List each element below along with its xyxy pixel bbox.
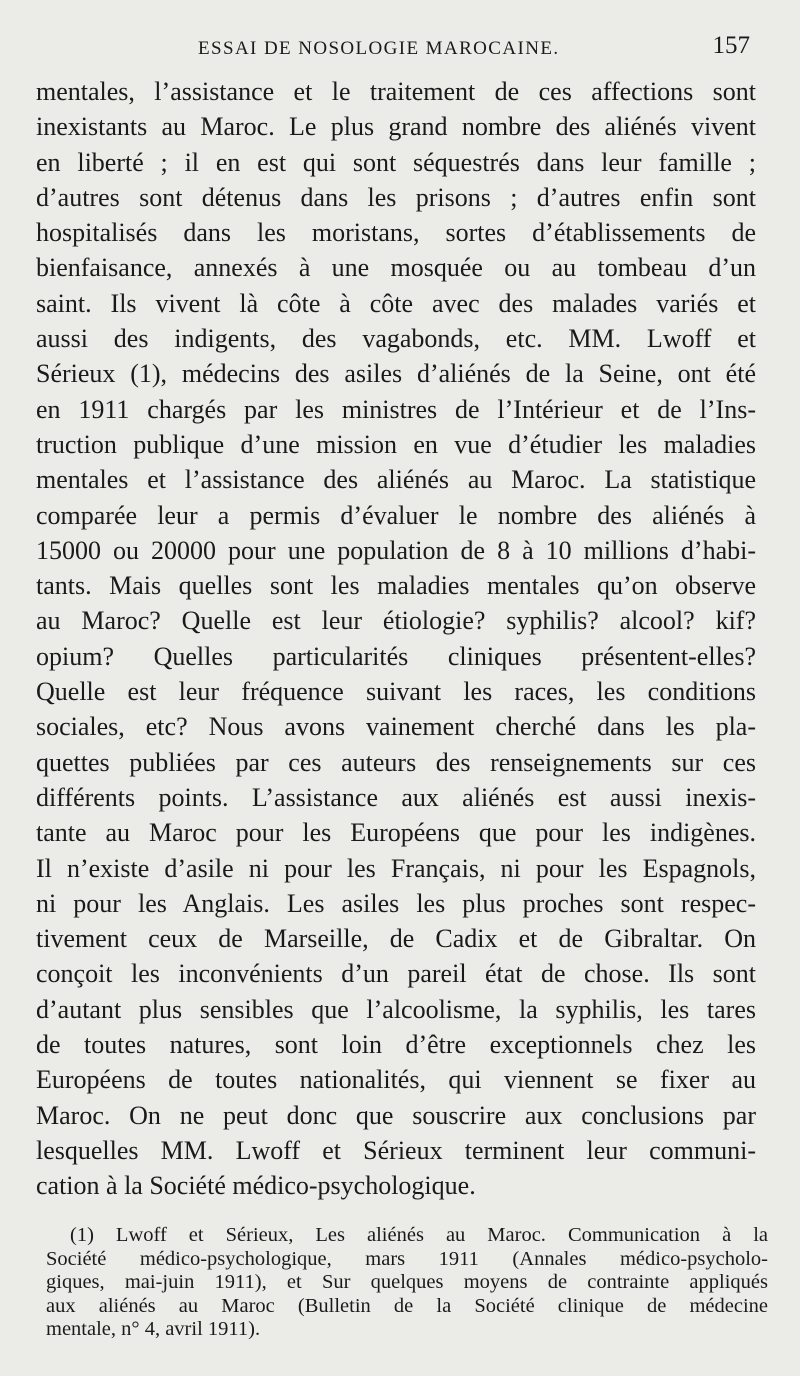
text-line: au Maroc? Quelle est leur étiologie? syphilis? alcool? kif? bbox=[36, 606, 756, 636]
text-line: mentales, l’assistance et le traitement de ces affections sont bbox=[36, 77, 756, 106]
text-line: d’autres sont détenus dans les prisons ; d’autres enfin sont bbox=[36, 182, 756, 212]
text-line: mentales et l’assistance des aliénés au Maroc. La statistique bbox=[36, 465, 756, 495]
text-line: inexistants au Maroc. Le plus grand nombre des aliénés vivent bbox=[36, 112, 756, 142]
text-line: de toutes natures, sont loin d’être exceptionnels chez les bbox=[36, 1030, 756, 1060]
text-line: conçoit les inconvénients d’un pareil état de chose. Ils sont bbox=[36, 959, 756, 989]
text-line: en liberté ; il en est qui sont séquestrés dans leur famille ; bbox=[36, 147, 756, 177]
page-header bbox=[36, 32, 756, 62]
footnote-line: Société médico-psychologique, mars 1911 (Annales médico-psycholo- bbox=[46, 1247, 768, 1270]
text-line: cation à la Société médico-psychologique. bbox=[36, 1171, 476, 1201]
text-line: saint. Ils vivent là côte à côte avec des malades variés et bbox=[36, 288, 756, 318]
text-line: tante au Maroc pour les Européens que pour les indigènes. bbox=[36, 818, 756, 848]
text-line: comparée leur a permis d’évaluer le nombre des aliénés à bbox=[36, 500, 756, 530]
text-line: tivement ceux de Marseille, de Cadix et de Gibraltar. On bbox=[36, 924, 756, 954]
text-line: Sérieux (1), médecins des asiles d’aliénés de la Seine, ont été bbox=[36, 359, 756, 389]
footnote-line: (1) Lwoff et Sérieux, Les aliénés au Maroc. Communication à la bbox=[70, 1224, 768, 1246]
body-paragraph bbox=[36, 74, 756, 1204]
text-line: aussi des indigents, des vagabonds, etc. MM. Lwoff et bbox=[36, 324, 756, 354]
text-line: sociales, etc? Nous avons vainement cherché dans les pla- bbox=[36, 712, 756, 742]
text-line: ni pour les Anglais. Les asiles les plus proches sont respec- bbox=[36, 888, 756, 918]
text-line: 15000 ou 20000 pour une population de 8 à 10 millions d’habi- bbox=[36, 535, 756, 565]
text-line: truction publique d’une mission en vue d’étudier les maladies bbox=[36, 429, 756, 459]
text-line: quettes publiées par ces auteurs des renseignements sur ces bbox=[36, 747, 756, 777]
text-line: Il n’existe d’asile ni pour les Français, ni pour les Espagnols, bbox=[36, 853, 756, 883]
footnote-line: giques, mai-juin 1911), et Sur quelques moyens de contrainte appliqués bbox=[46, 1271, 768, 1294]
text-line: en 1911 chargés par les ministres de l’Intérieur et de l’Ins- bbox=[36, 394, 756, 424]
text-line: bienfaisance, annexés à une mosquée ou au tombeau d’un bbox=[36, 253, 756, 283]
text-line: lesquelles MM. Lwoff et Sérieux terminent leur communi- bbox=[36, 1135, 756, 1165]
text-line: hospitalisés dans les moristans, sortes d’établissements de bbox=[36, 218, 756, 248]
text-line: tants. Mais quelles sont les maladies mentales qu’on observe bbox=[36, 571, 756, 601]
page-number: 157 bbox=[712, 32, 750, 59]
text-line: différents points. L’assistance aux aliénés est aussi inexis- bbox=[36, 782, 756, 812]
running-head: ESSAI DE NOSOLOGIE MAROCAINE. bbox=[198, 38, 560, 59]
footnote-line: mentale, n° 4, avril 1911). bbox=[46, 1318, 261, 1341]
text-line: opium? Quelles particularités cliniques présentent-elles? bbox=[36, 641, 756, 671]
footnote-line: aux aliénés au Maroc (Bulletin de la Société clinique de médecine bbox=[46, 1294, 768, 1317]
text-line: Européens de toutes nationalités, qui viennent se fixer au bbox=[36, 1065, 756, 1095]
text-line: d’autant plus sensibles que l’alcoolisme, la syphilis, les tares bbox=[36, 994, 756, 1024]
text-line: Quelle est leur fréquence suivant les races, les conditions bbox=[36, 677, 756, 707]
footnote bbox=[46, 1224, 768, 1342]
text-line: Maroc. On ne peut donc que souscrire aux conclusions par bbox=[36, 1100, 756, 1130]
